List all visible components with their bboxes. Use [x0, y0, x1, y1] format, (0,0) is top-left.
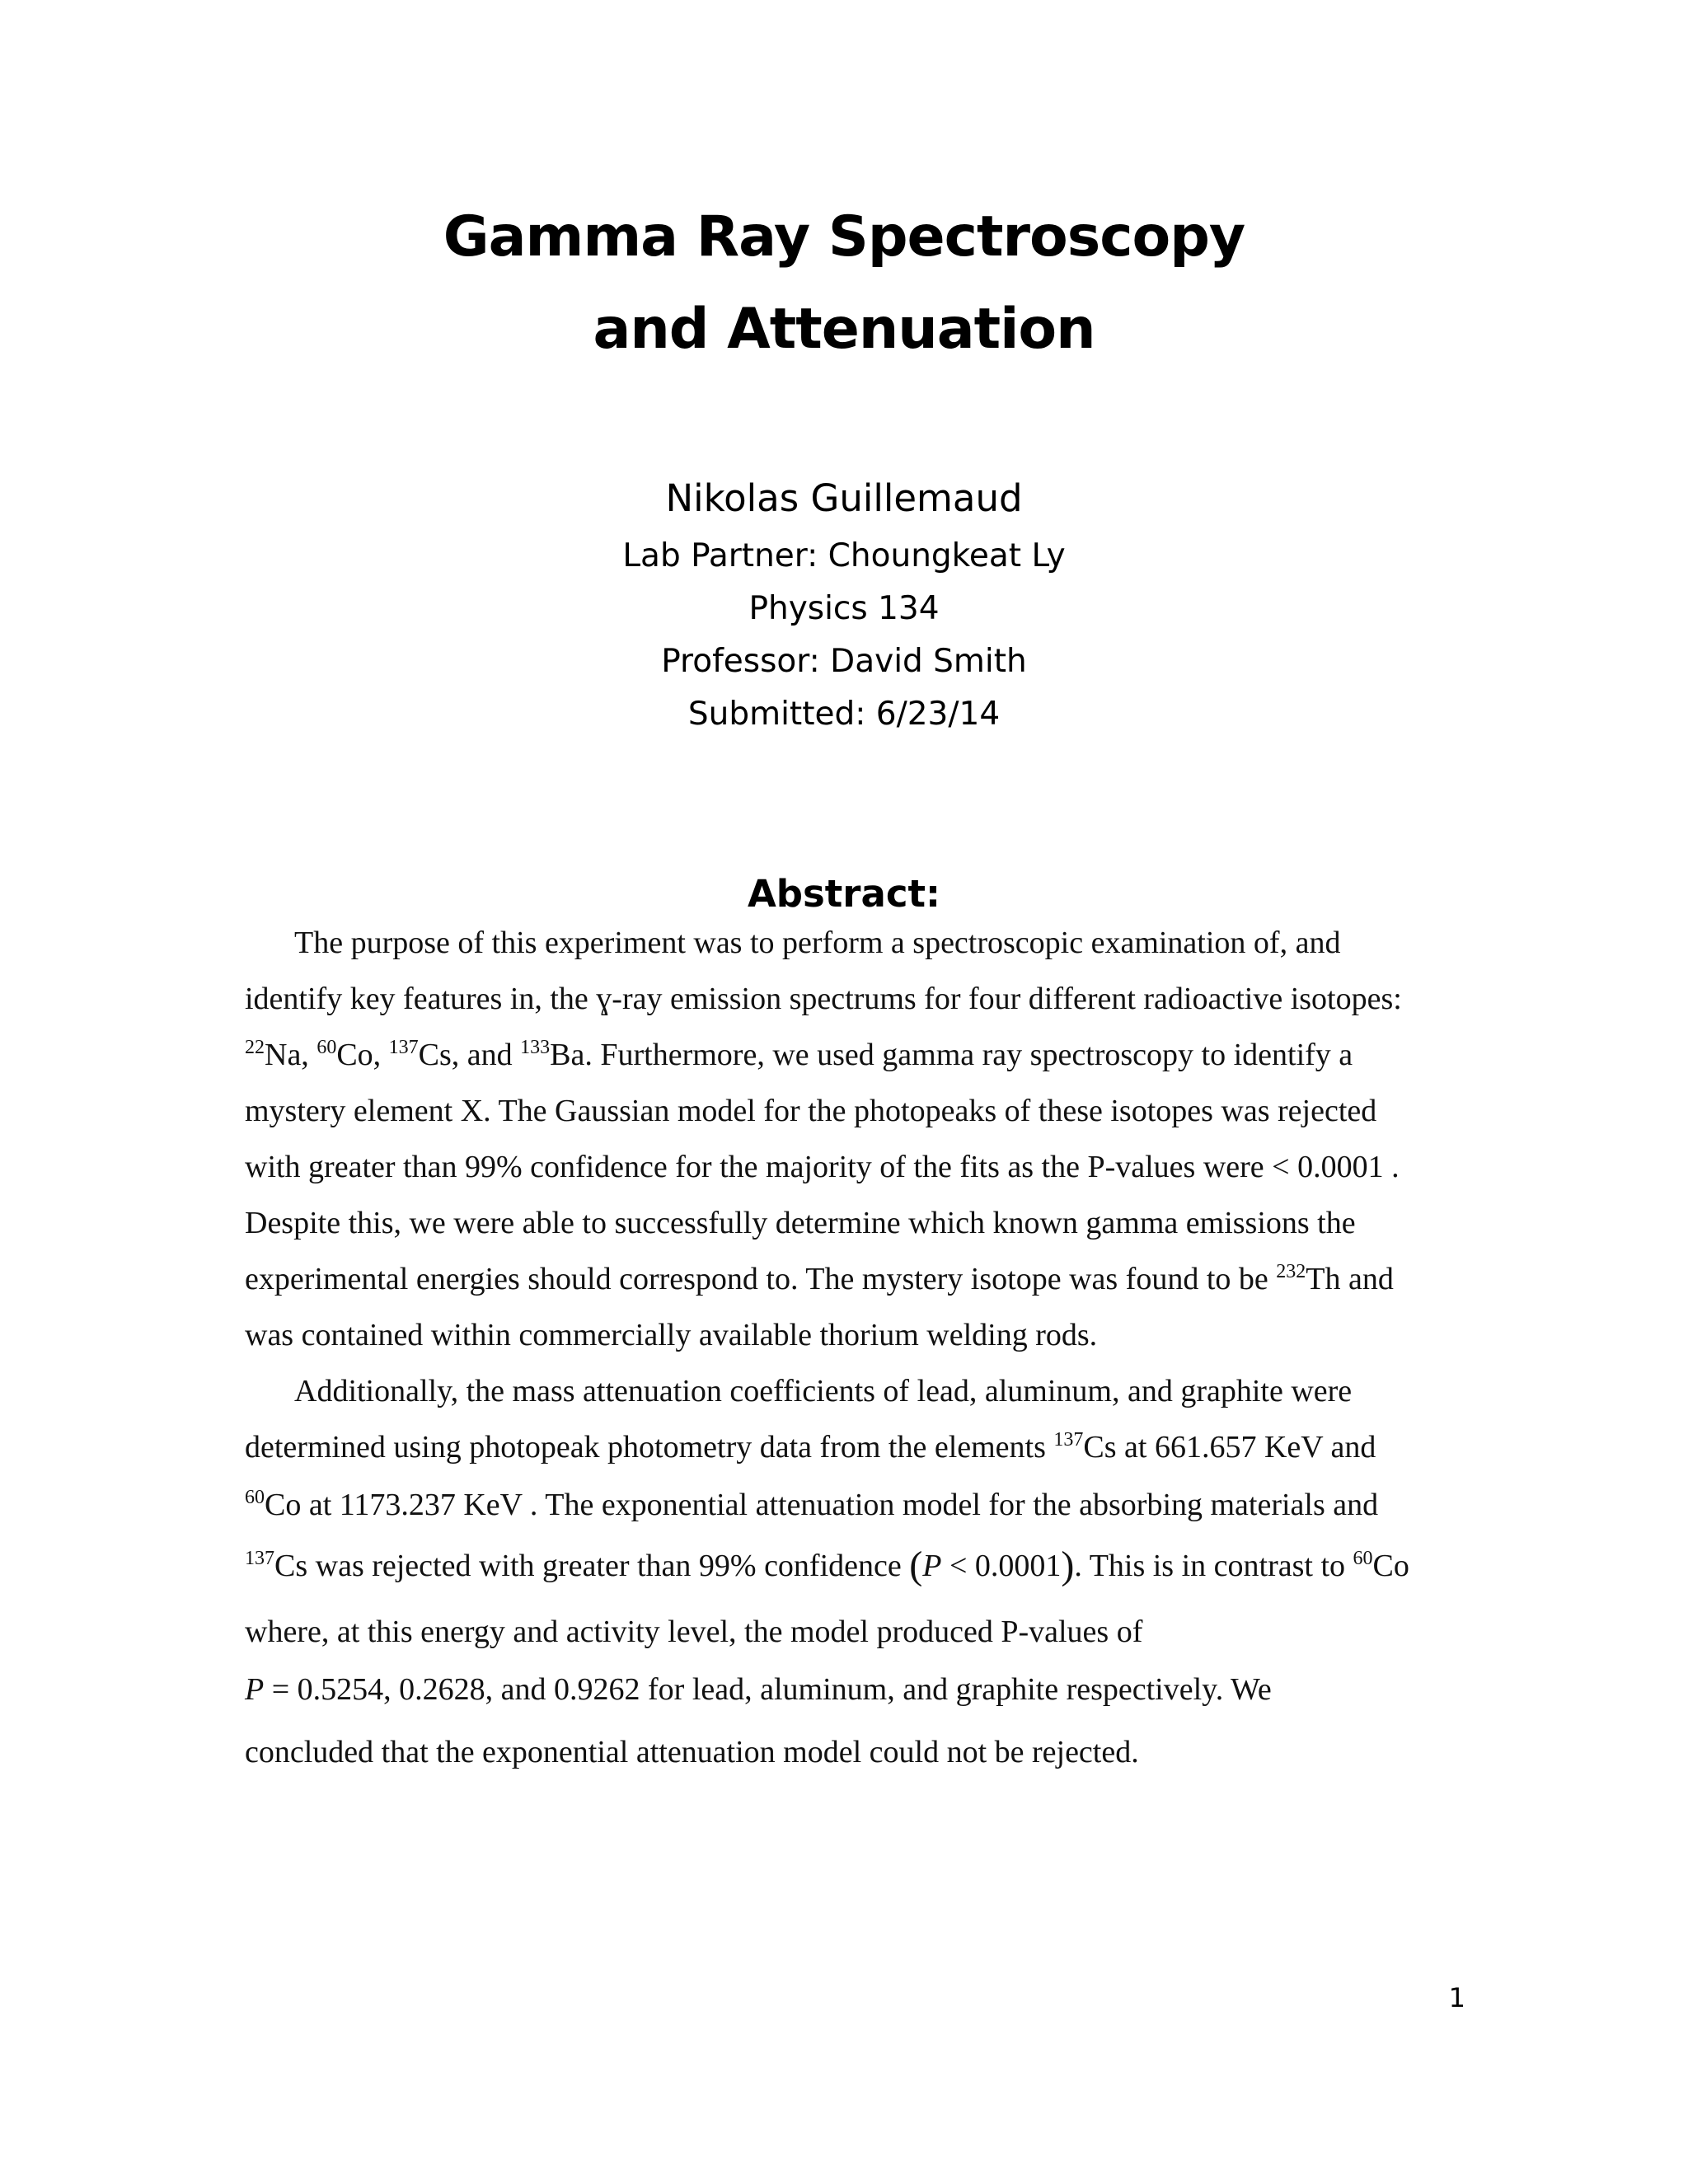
text-span: determined using photopeak photometry data from the elements	[245, 1430, 1054, 1465]
superscript: 60	[316, 1037, 337, 1058]
author-name: Nikolas Guillemaud	[665, 476, 1023, 520]
abstract-p1-line-2: identify key features in, the ɣ-ray emission spectrums for four different radioactive isotopes:	[245, 982, 1402, 1016]
math-expression: = 0.5254, 0.2628, and 0.9262	[264, 1672, 640, 1707]
page-number: 1	[1448, 1982, 1465, 2013]
text-span: Co	[1372, 1549, 1409, 1583]
abstract-p1-line-8: was contained within commercially available thorium welding rods.	[245, 1318, 1098, 1352]
abstract-p2-line-3	[245, 1485, 1378, 1525]
abstract-p2-line-6	[245, 1670, 1272, 1709]
abstract-p1-line-7	[245, 1259, 1394, 1299]
text-span: Co at 1173.237 KeV . The exponential attenuation model for the absorbing materials and	[265, 1488, 1379, 1522]
lab-partner: Lab Partner: Choungkeat Ly	[622, 537, 1066, 574]
abstract-p2-line-1: Additionally, the mass attenuation coefficients of lead, aluminum, and graphite were	[294, 1374, 1353, 1408]
text-span: Na,	[265, 1038, 317, 1072]
text-span: Cs, and	[418, 1038, 521, 1072]
abstract-p1-line-1: The purpose of this experiment was to perform a spectroscopic examination of, and	[294, 926, 1341, 960]
superscript: 60	[245, 1487, 265, 1508]
title-line-2: and Attenuation	[593, 297, 1095, 362]
text-span: Th and	[1306, 1262, 1394, 1296]
course-name: Physics 134	[748, 590, 940, 627]
text-span: Ba. Furthermore, we used gamma ray spectroscopy to identify a	[550, 1038, 1353, 1072]
superscript: 133	[520, 1037, 551, 1058]
text-span: Co,	[336, 1038, 389, 1072]
math-variable: P	[245, 1672, 265, 1707]
abstract-p1-line-3	[245, 1035, 1353, 1075]
text-span: . This is in contrast to	[1074, 1549, 1353, 1583]
superscript: 137	[245, 1548, 274, 1569]
abstract-heading: Abstract:	[747, 872, 941, 916]
abstract-p1-line-4: mystery element X. The Gaussian model for the photopeaks of these isotopes was rejected	[245, 1094, 1377, 1128]
professor: Professor: David Smith	[661, 643, 1027, 680]
text-span: Cs at 661.657 KeV and	[1083, 1430, 1376, 1465]
superscript: 232	[1276, 1261, 1306, 1282]
text-span: for lead, aluminum, and graphite respectively. We	[640, 1672, 1272, 1707]
abstract-p1-line-5: with greater than 99% confidence for the majority of the fits as the P-values were < 0.0001 .	[245, 1150, 1400, 1184]
abstract-p2-line-7: concluded that the exponential attenuation model could not be rejected.	[245, 1735, 1139, 1769]
paren-close: )	[1061, 1544, 1075, 1587]
title-line-1: Gamma Ray Spectroscopy	[443, 204, 1245, 269]
text-span: experimental energies should correspond to. The mystery isotope was found to be	[245, 1262, 1277, 1296]
text-span: Cs was rejected with greater than 99% confidence	[274, 1549, 910, 1583]
abstract-p1-line-6: Despite this, we were able to successfully determine which known gamma emissions the	[245, 1206, 1356, 1240]
superscript: 137	[388, 1037, 419, 1058]
math-expression: < 0.0001	[941, 1549, 1062, 1583]
abstract-p2-line-2	[245, 1427, 1376, 1467]
math-variable: P	[922, 1549, 942, 1583]
abstract-p2-line-5: where, at this energy and activity level, the model produced P-values of	[245, 1615, 1143, 1649]
abstract-p2-line-4	[245, 1546, 1409, 1586]
superscript: 22	[245, 1037, 265, 1058]
paren-open: (	[909, 1544, 923, 1587]
superscript: 60	[1353, 1548, 1373, 1569]
submitted-date: Submitted: 6/23/14	[687, 696, 1001, 733]
superscript: 137	[1053, 1429, 1084, 1451]
